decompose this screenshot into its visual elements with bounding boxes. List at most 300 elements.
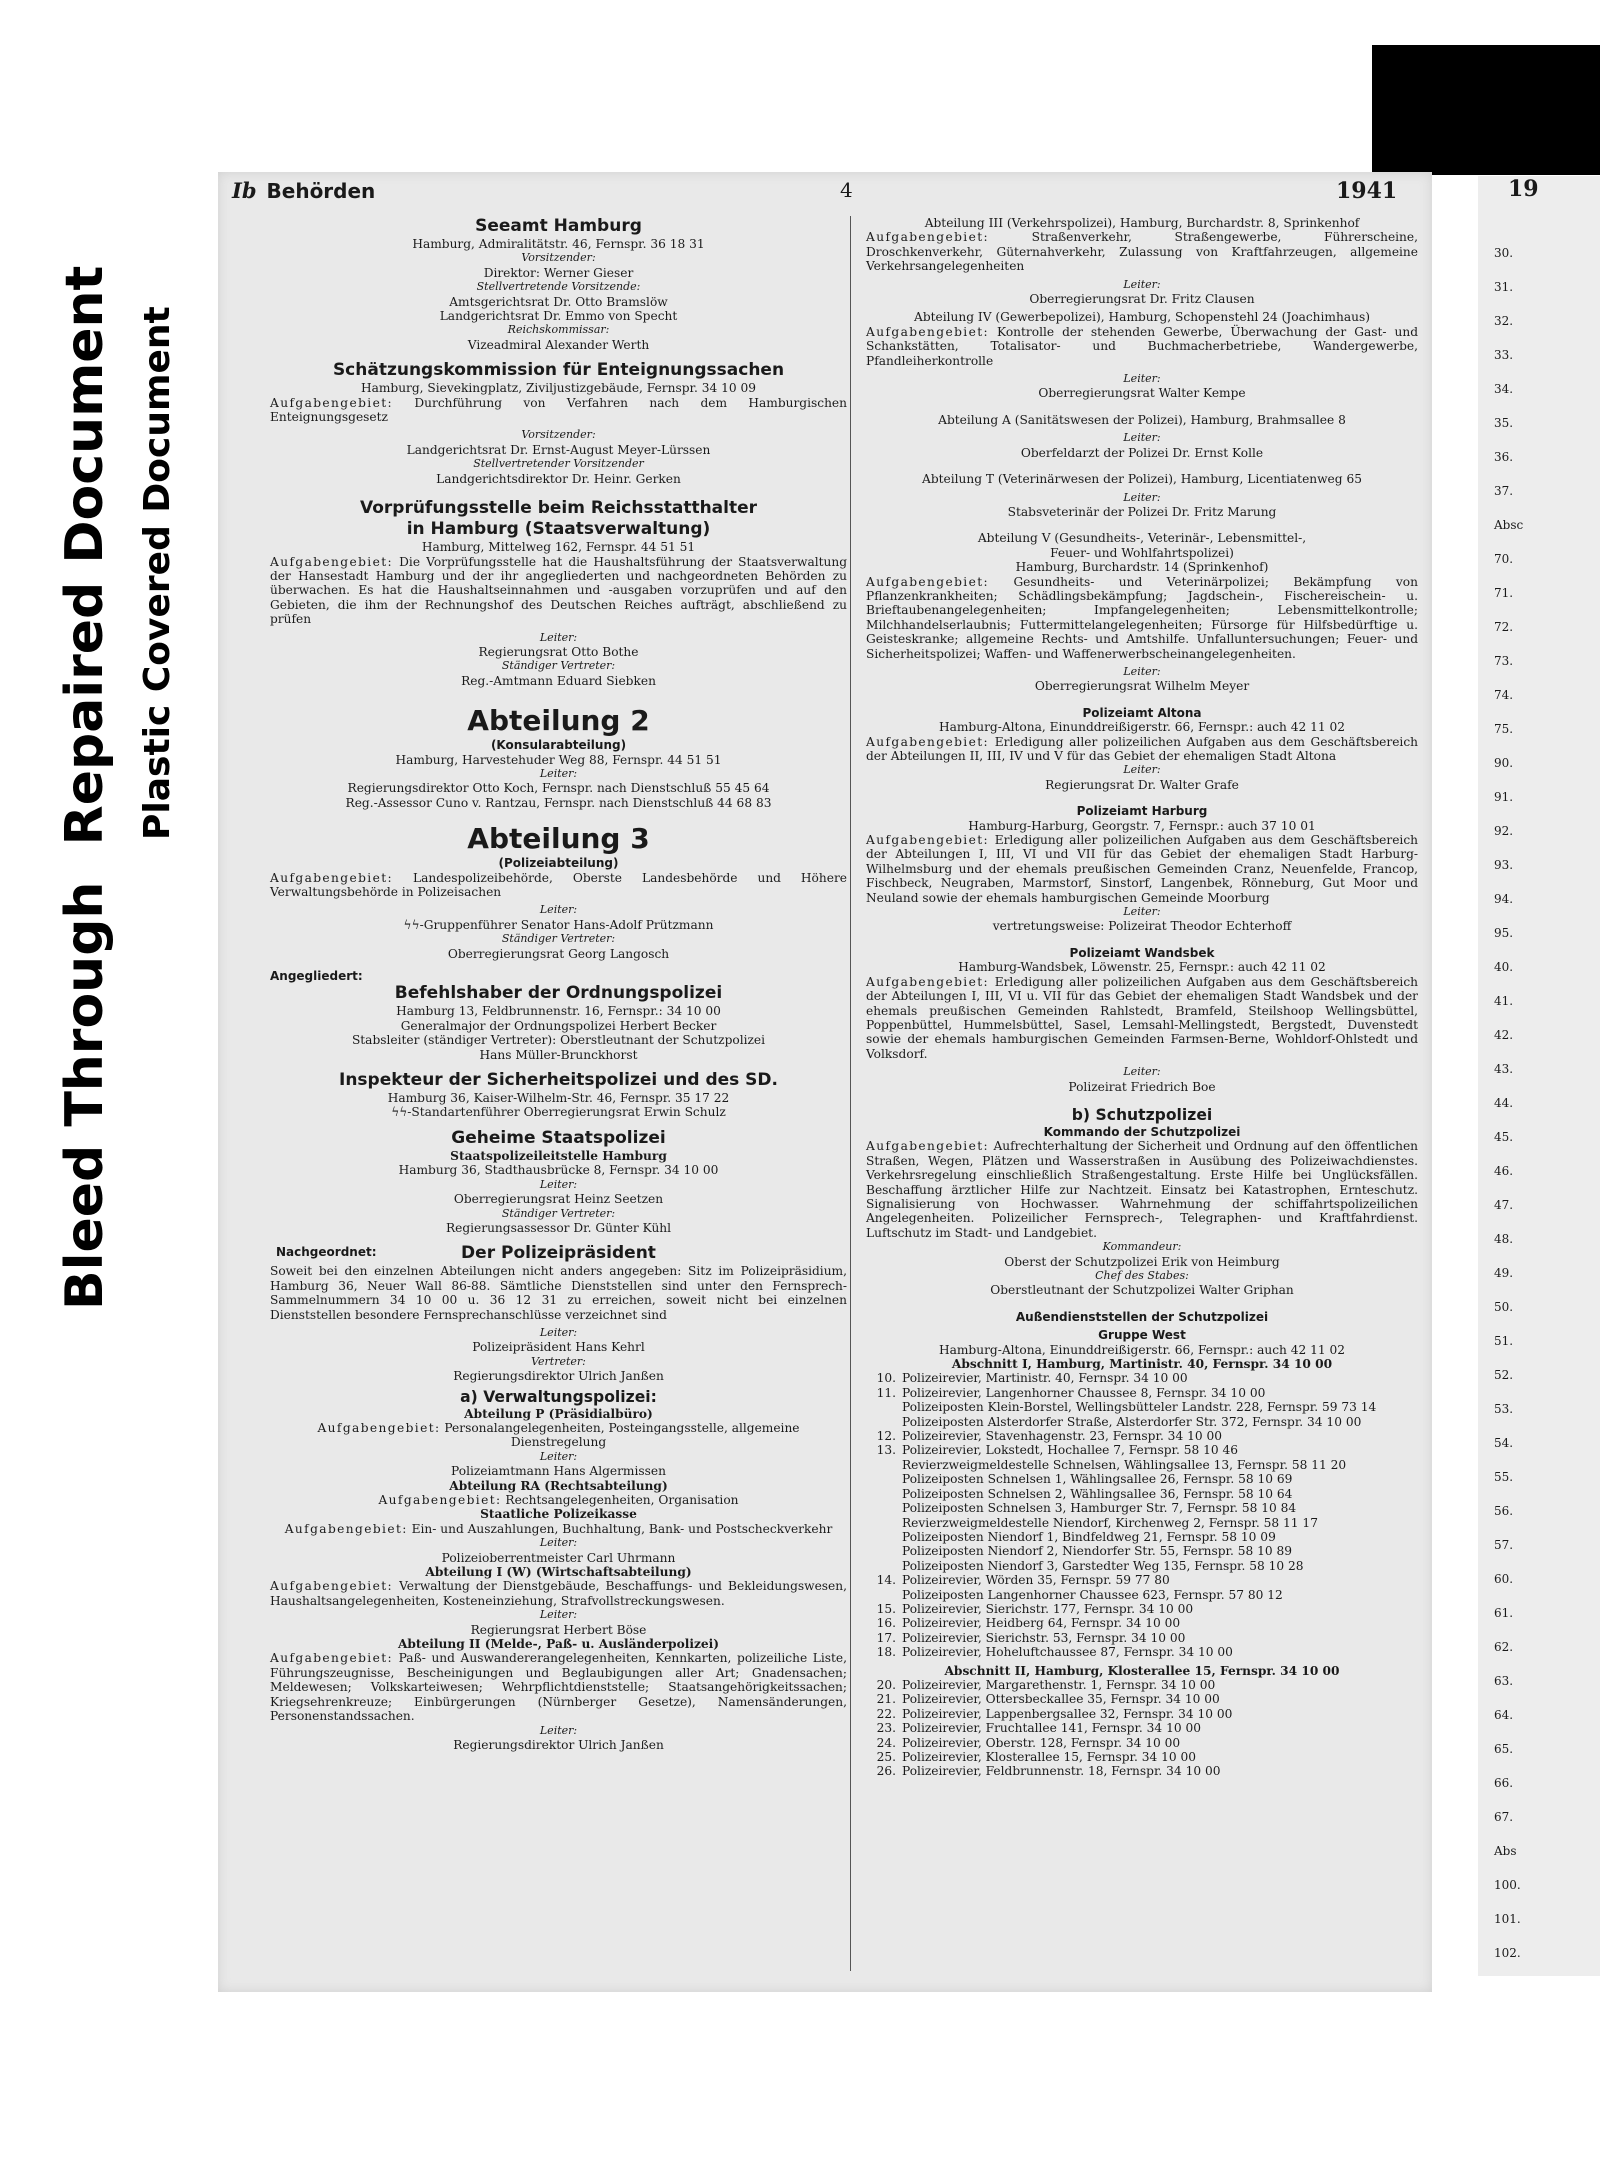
person: Oberregierungsrat Walter Kempe — [1038, 386, 1246, 401]
section-title: Inspekteur der Sicherheitspolizei und des SD. — [339, 1070, 778, 1091]
dept-title: Abteilung V (Gesundheits-, Veterinär-, Lebensmittel-, — [977, 531, 1307, 546]
task-label: Aufgabengebiet: — [317, 1420, 441, 1435]
next-page-number: 30. — [1494, 246, 1514, 260]
insp-section — [270, 1070, 847, 1120]
person: Generalmajor der Ordnungspolizei Herbert Becker — [400, 1018, 717, 1033]
revier-text: Polizeirevier, Feldbrunnenstr. 18, Fernspr. 34 10 00 — [902, 1764, 1221, 1779]
revier-text: Polizeirevier, Stavenhagenstr. 23, Fernspr. 34 10 00 — [902, 1429, 1222, 1444]
befehls-section — [270, 983, 847, 1062]
next-page-number: 32. — [1494, 314, 1514, 328]
revier-row — [866, 1707, 1418, 1721]
person: Regierungsassessor Dr. Günter Kühl — [445, 1220, 672, 1235]
abt-v-section — [866, 531, 1418, 693]
task-label: Aufgabengebiet: — [270, 1579, 394, 1594]
revier-text: Polizeiposten Niendorf 3, Garstedter Weg 135, Fernspr. 58 10 28 — [902, 1558, 1304, 1573]
revier-row — [866, 1631, 1418, 1645]
task-text — [866, 975, 1418, 1061]
next-page-number: 62. — [1494, 1640, 1514, 1654]
person: Regierungsrat Herbert Böse — [470, 1622, 647, 1637]
next-page-number: 33. — [1494, 348, 1514, 362]
role-label: Leiter: — [539, 1177, 578, 1191]
next-page-number: 60. — [1494, 1572, 1514, 1586]
person: Hans Müller-Brunckhorst — [479, 1047, 638, 1062]
dept-title-3: Hamburg, Burchardstr. 14 (Sprinkenhof) — [1015, 560, 1269, 575]
section-title: Vorprüfungsstelle beim Reichsstatthalter — [359, 498, 758, 519]
revier-number — [866, 1458, 902, 1472]
next-page-number: 100. — [1494, 1878, 1521, 1892]
section-title: Abteilung 3 — [467, 822, 650, 856]
person: Polizeioberrentmeister Carl Uhrmann — [441, 1550, 676, 1565]
revier-number: 13. — [876, 1443, 896, 1458]
revier-text: Polizeirevier, Lappenbergsallee 32, Fernspr. 34 10 00 — [902, 1706, 1233, 1721]
role-label: Leiter: — [539, 1325, 578, 1339]
next-page-number: 94. — [1494, 892, 1514, 906]
revier-number: 26. — [876, 1764, 896, 1779]
angegliedert-label: Angegliedert: — [270, 969, 363, 984]
task-text — [866, 230, 1418, 273]
role-label: Leiter: — [1123, 664, 1161, 678]
task-body: Straßenverkehr, Straßengewerbe, Führerscheine, Droschkenverkehr, Güternahverkehr, Zulassung von Kraftfahrzeugen, allgemeine Verkehrsangelegenheiten — [866, 230, 1418, 274]
revier-row — [866, 1764, 1418, 1778]
next-page-number: 41. — [1494, 994, 1514, 1008]
dept-title-2: Feuer- und Wohlfahrtspolizei) — [1050, 545, 1234, 560]
next-page-number: 43. — [1494, 1062, 1514, 1076]
overlay-label-line-1 — [55, 266, 115, 1310]
revier-row — [866, 1429, 1418, 1443]
revier-number — [866, 1559, 902, 1573]
person: Stabsleiter (ständiger Vertreter): Oberstleutnant der Schutzpolizei — [351, 1033, 766, 1048]
next-page-number: 40. — [1494, 960, 1514, 974]
next-page-number: Absc — [1494, 518, 1524, 532]
revier-row — [866, 1544, 1418, 1558]
address: Hamburg, Mittelweg 162, Fernspr. 44 51 51 — [421, 540, 696, 555]
next-page-number: 34. — [1494, 382, 1514, 396]
task-text — [866, 1139, 1418, 1240]
role-label: Stellvertretender Vorsitzender — [473, 457, 644, 471]
person: Vizeadmiral Alexander Werth — [467, 337, 650, 352]
task-label: Aufgabengebiet: — [270, 1651, 394, 1666]
section-title: Außendienststellen der Schutzpolizei — [1015, 1309, 1269, 1324]
address: Hamburg, Sievekingplatz, Ziviljustizgebäude, Fernspr. 34 10 09 — [360, 381, 757, 396]
person: Direktor: Werner Gieser — [483, 265, 634, 280]
revier-number: 15. — [876, 1601, 896, 1616]
revier-text: Polizeiposten Alsterdorfer Straße, Alsterdorfer Str. 372, Fernspr. 34 10 00 — [902, 1414, 1362, 1429]
revier-row — [866, 1573, 1418, 1587]
task-body: Kontrolle der stehenden Gewerbe, Überwachung der Gast- und Schankstätten, Totalisator- und Buchmacherbetriebe, Wandergewerbe, Pfandleiherkontrolle — [866, 324, 1418, 368]
next-page-number: 47. — [1494, 1198, 1514, 1212]
person: Reg.-Assessor Cuno v. Rantzau, Fernspr. nach Dienstschluß 44 68 83 — [345, 795, 772, 810]
task-text — [270, 1421, 847, 1450]
column-divider — [850, 216, 851, 1971]
revier-number — [866, 1415, 902, 1429]
revier-number — [866, 1544, 902, 1558]
section-title: Abteilung 2 — [467, 704, 650, 738]
role-label: Vorsitzender: — [521, 251, 596, 265]
person: Regierungsrat Dr. Walter Grafe — [1045, 777, 1239, 792]
role-label: Reichskommissar: — [507, 323, 610, 337]
schaetz-section — [270, 360, 847, 486]
revier-list-2 — [866, 1678, 1418, 1779]
task-body: Durchführung von Verfahren nach dem Hamburgischen Enteignungsgesetz — [270, 395, 847, 425]
next-page-number: 66. — [1494, 1776, 1514, 1790]
next-page-number: 101. — [1494, 1912, 1521, 1926]
revier-number: 17. — [876, 1630, 896, 1645]
person: Polizeipräsident Hans Kehrl — [472, 1340, 645, 1355]
dept-title: Abteilung P (Präsidialbüro) — [464, 1406, 653, 1421]
next-page-number: 70. — [1494, 552, 1514, 566]
verwaltung-section — [270, 1388, 847, 1753]
dept-title: Abteilung III (Verkehrspolizei), Hamburg, Burchardstr. 8, Sprinkenhof — [924, 216, 1360, 230]
revier-number: 14. — [876, 1573, 896, 1588]
revier-number: 21. — [876, 1692, 896, 1707]
revier-text: Polizeirevier, Langenhorner Chaussee 8, Fernspr. 34 10 00 — [902, 1385, 1266, 1400]
section-title: Geheime Staatspolizei — [451, 1127, 666, 1148]
revier-text: Polizeiposten Schnelsen 2, Wählingsallee 36, Fernspr. 58 10 64 — [902, 1486, 1293, 1501]
role-label: Leiter: — [1123, 1065, 1161, 1079]
next-page-number: 64. — [1494, 1708, 1514, 1722]
person: ϟϟ-Standartenführer Oberregierungsrat Erwin Schulz — [391, 1105, 726, 1120]
revier-row — [866, 1458, 1418, 1472]
task-text — [270, 555, 847, 627]
task-label: Aufgabengebiet: — [378, 1493, 502, 1507]
polizeiamt-wandsbek — [866, 946, 1418, 1094]
role-label: Leiter: — [539, 1536, 578, 1550]
task-label: Aufgabengebiet: — [866, 324, 990, 339]
revier-text: Polizeirevier, Sierichstr. 53, Fernspr. 34 10 00 — [902, 1630, 1186, 1645]
revier-row — [866, 1678, 1418, 1692]
section-title: Seeamt Hamburg — [475, 216, 642, 236]
revier-number: 22. — [876, 1706, 896, 1721]
revier-number: 16. — [876, 1616, 896, 1631]
revier-number: 24. — [876, 1735, 896, 1750]
person: Oberregierungsrat Dr. Fritz Clausen — [1029, 292, 1255, 307]
task-body: Erledigung aller polizeilichen Aufgaben aus dem Geschäftsbereich der Abteilungen I, III, VI und VII für das Gebiet der ehemaligen Stadt Harburg-Wilhelmsburg und der ehemals preußischen Gemeinden Cranz, Neuenfelde, Francop, Fischbeck, Neugraben, Marmstorf, Sinstorf, Langenbek, Rönneburg, Gut Moor und Neuland sowie der ehemals hamburgischen Gemeinde Moorburg — [866, 833, 1418, 905]
role-label: Ständiger Vertreter: — [501, 659, 616, 673]
person: Polizeiamtmann Hans Algermissen — [451, 1464, 666, 1479]
person: Oberregierungsrat Georg Langosch — [447, 946, 670, 961]
revier-text: Polizeiposten Klein-Borstel, Wellingsbütteler Landstr. 228, Fernspr. 59 73 14 — [902, 1400, 1377, 1415]
revier-number: 20. — [876, 1677, 896, 1692]
role-label: Leiter: — [1123, 905, 1161, 919]
next-page-number: 71. — [1494, 586, 1514, 600]
task-body: Die Vorprüfungsstelle hat die Haushaltsführung der Staatsverwaltung der Hansestadt Hamburg und der ihr angegliederten und nachgeordneten Behörden zu überwachen. Es hat die Haushaltseinnahmen und -ausgaben vorzuprüfen und auf den Gebieten, die ihm der Rechnungshof des Deutschen Reiches aufträgt, abschließend zu prüfen — [270, 554, 848, 627]
next-page-number: 37. — [1494, 484, 1514, 498]
task-body: Ein- und Auszahlungen, Buchhaltung, Bank- und Postscheckverkehr — [411, 1521, 833, 1536]
task-label: Aufgabengebiet: — [866, 734, 990, 749]
address: Hamburg, Admiralitätstr. 46, Fernspr. 36 18 31 — [412, 237, 705, 251]
person: Polizeirat Friedrich Boe — [1068, 1079, 1216, 1094]
next-page-number: 35. — [1494, 416, 1514, 430]
revier-text: Polizeirevier, Oberstr. 128, Fernspr. 34 10 00 — [902, 1735, 1181, 1750]
task-body: Paß- und Auswandererangelegenheiten, Kennkarten, polizeiliche Liste, Führungszeugnisse, Bescheinigungen und Beglaubigungen aller Art; Gnadensachen; Meldewesen; Volkskarteiwesen; Wehrpflichtdienststelle; Staatsangehörigkeitssachen; Kriegsehrenkreuze; Einbürgerungen (Nürnberger Gesetze), Namensänderungen, Personenstandssachen. — [270, 1651, 848, 1724]
task-body: Verwaltung der Dienstgebäude, Beschaffungs- und Bekleidungswesen, Haushaltsangelegenheiten, Kosteneinziehung, Strafvollstreckungswesen. — [270, 1579, 847, 1608]
section-title: Polizeiamt Wandsbek — [1069, 945, 1215, 960]
person: Regierungsdirektor Ulrich Janßen — [453, 1737, 664, 1752]
role-label: Leiter: — [539, 766, 578, 780]
role-label: Chef des Stabes: — [1095, 1269, 1189, 1282]
task-text — [270, 871, 847, 900]
section-title: Der Polizeipräsident — [461, 1243, 656, 1264]
section-title-2: in Hamburg (Staatsverwaltung) — [406, 519, 711, 540]
role-label: Leiter: — [1123, 490, 1161, 504]
role-label: Vertreter: — [531, 1354, 586, 1368]
overlay-label — [55, 265, 178, 1310]
next-page-header: 19 — [1508, 176, 1539, 202]
revier-number: 18. — [876, 1645, 896, 1660]
revier-text: Polizeiposten Niendorf 1, Bindfeldweg 21, Fernspr. 58 10 09 — [902, 1529, 1276, 1544]
revier-row — [866, 1415, 1418, 1429]
revier-number: 12. — [876, 1429, 896, 1444]
revier-number — [866, 1588, 902, 1602]
task-text — [866, 833, 1418, 905]
abschnitt-title: Abschnitt II, Hamburg, Klosterallee 15, Fernspr. 34 10 00 — [944, 1663, 1340, 1678]
revier-text: Polizeirevier, Sierichstr. 177, Fernspr. 34 10 00 — [902, 1601, 1194, 1616]
person: Amtsgerichtsrat Dr. Otto Bramslöw — [449, 294, 668, 309]
group-title: Gruppe West — [1098, 1328, 1186, 1343]
task-text — [866, 735, 1418, 764]
revier-row — [866, 1750, 1418, 1764]
role-label: Leiter: — [539, 1449, 578, 1463]
dept-title: Staatliche Polizeikasse — [480, 1507, 637, 1522]
seeamt-section — [270, 216, 847, 352]
header-year: 1941 — [1336, 178, 1398, 204]
polizeiamt-harburg — [866, 804, 1418, 934]
next-page-number: 90. — [1494, 756, 1514, 770]
overlay-label-line-2: Plastic Covered Document — [137, 306, 178, 840]
address: Hamburg 36, Stadthausbrücke 8, Fernspr. 34 10 00 — [398, 1163, 719, 1178]
address: Hamburg-Wandsbek, Löwenstr. 25, Fernspr.: auch 42 11 02 — [958, 960, 1326, 975]
revier-row — [866, 1443, 1418, 1457]
person: Stabsveterinär der Polizei Dr. Fritz Marung — [1007, 504, 1277, 519]
revier-text: Polizeiposten Schnelsen 3, Hamburger Str. 7, Fernspr. 58 10 84 — [902, 1501, 1297, 1516]
revier-text: Polizeirevier, Lokstedt, Hochallee 7, Fernspr. 58 10 46 — [902, 1443, 1239, 1458]
task-label: Aufgabengebiet: — [270, 870, 394, 885]
task-label: Aufgabengebiet: — [866, 1139, 990, 1154]
next-page-edge — [1478, 176, 1600, 1976]
page-header — [232, 178, 1408, 208]
revier-row — [866, 1472, 1418, 1486]
person: ϟϟ-Gruppenführer Senator Hans-Adolf Prützmann — [403, 917, 714, 932]
address: Hamburg 36, Kaiser-Wilhelm-Str. 46, Fernspr. 35 17 22 — [387, 1091, 730, 1106]
person: Regierungsdirektor Ulrich Janßen — [453, 1369, 664, 1384]
revier-row — [866, 1588, 1418, 1602]
overlay-label-repaired: Repaired Document — [55, 265, 115, 846]
next-page-number: 95. — [1494, 926, 1514, 940]
person: Oberfeldarzt der Polizei Dr. Ernst Kolle — [1020, 445, 1264, 460]
revier-row — [866, 1721, 1418, 1735]
revier-row — [866, 1530, 1418, 1544]
task-body: Aufrechterhaltung der Sicherheit und Ordnung auf den öffentlichen Straßen, Wegen, Plätzen und Wasserstraßen in Ausübung des Polizeiwachdienstes. Verkehrsregelung einschließlich Straßengestaltung. Erste Hilfe bei Unglücksfällen. Beschaffung ärztlicher Hilfe zur Nachtzeit. Einsatz bei Katastrophen, Ernteschutz. Signalisierung von Hochwasser. Wahrnehmung der schiffahrtspolizeilichen Angelegenheiten. Polizeilicher Fernsprech-, Telegraphen- und Kraftfahrdienst. Luftschutz im Stadt- und Landgebiet. — [866, 1139, 1419, 1240]
address: Hamburg, Harvestehuder Weg 88, Fernspr. 44 51 51 — [395, 752, 722, 767]
next-page-number: Abs — [1494, 1844, 1517, 1858]
next-page-number: 57. — [1494, 1538, 1514, 1552]
role-label: Leiter: — [1123, 372, 1161, 386]
task-label: Aufgabengebiet: — [270, 554, 394, 569]
dept-title: Abteilung A (Sanitätswesen der Polizei), Hamburg, Brahmsallee 8 — [938, 412, 1346, 427]
next-page-number: 50. — [1494, 1300, 1514, 1314]
task-body: Erledigung aller polizeilichen Aufgaben aus dem Geschäftsbereich der Abteilungen I, III, VI u. VII für das Gebiet der ehemaligen Stadt Wandsbek und der ehemals preußischen Gemeinden Rahlstedt, Bramfeld, Steilshoop Wellingsbüttel, Poppenbüttel, Hummelsbüttel, Sasel, Lemsahl-Mellingstedt, Bergstedt, Duvenstedt sowie der ehemals hamburgischen Gemeinden Farmsen-Berne, Wohldorf-Ohlstedt und Volksdorf. — [866, 974, 1418, 1061]
role-label: Leiter: — [1123, 763, 1161, 777]
header-category: Behörden — [266, 179, 376, 203]
top-margin — [0, 0, 1600, 50]
section-title: a) Verwaltungspolizei: — [460, 1387, 657, 1406]
role-label: Stellvertretende Vorsitzende: — [476, 280, 641, 294]
section-text: Soweit bei den einzelnen Abteilungen nicht anders angegeben: Sitz im Polizeipräsidium, Hamburg 36, Neuer Wall 86-88. Sämtliche Dienststellen sind unter den Fernsprech-Sammelnummern 34 10 00 u. 36 12 31 zu erreichen, soweit nicht bei einzelnen Dienststellen besondere Fernsprechanschlüsse verzeichnet sind — [270, 1264, 847, 1322]
person: Landgerichtsrat Dr. Emmo von Specht — [439, 309, 678, 324]
next-page-number: 54. — [1494, 1436, 1514, 1450]
aussendienst-section — [866, 1310, 1418, 1779]
dept-title: Abteilung T (Veterinärwesen der Polizei), Hamburg, Licentiatenweg 65 — [922, 472, 1362, 487]
right-column — [866, 216, 1418, 1779]
revier-text: Polizeirevier, Hoheluftchaussee 87, Fernspr. 34 10 00 — [902, 1645, 1233, 1660]
revier-row — [866, 1501, 1418, 1515]
revier-text: Polizeirevier, Ottersbeckallee 35, Fernspr. 34 10 00 — [902, 1692, 1220, 1707]
revier-row — [866, 1516, 1418, 1530]
next-page-number: 63. — [1494, 1674, 1514, 1688]
next-page-number: 75. — [1494, 722, 1514, 736]
revier-row — [866, 1487, 1418, 1501]
next-page-number: 67. — [1494, 1810, 1514, 1824]
next-page-number: 49. — [1494, 1266, 1514, 1280]
next-page-number: 31. — [1494, 280, 1514, 294]
revier-text: Polizeirevier, Heidberg 64, Fernspr. 34 10 00 — [902, 1616, 1181, 1631]
task-text — [270, 1579, 847, 1608]
vorpr-section — [270, 498, 847, 688]
next-page-number: 92. — [1494, 824, 1514, 838]
role-label: Kommandeur: — [1102, 1240, 1182, 1254]
schutzpolizei-section — [866, 1106, 1418, 1298]
person: Oberst der Schutzpolizei Erik von Heimburg — [1004, 1254, 1280, 1269]
revier-number: 11. — [876, 1385, 896, 1400]
revier-text: Polizeirevier, Margarethenstr. 1, Fernspr. 34 10 00 — [902, 1677, 1216, 1692]
person: Oberstleutnant der Schutzpolizei Walter Griphan — [990, 1283, 1294, 1298]
revier-row — [866, 1602, 1418, 1616]
dept-title: Abteilung I (W) (Wirtschaftsabteilung) — [425, 1565, 692, 1580]
task-body: Erledigung aller polizeilichen Aufgaben aus dem Geschäftsbereich der Abteilungen II, III, IV und V für das Gebiet der ehemaligen Stadt Altona — [866, 734, 1418, 763]
revier-text: Polizeirevier, Martinistr. 40, Fernspr. 34 10 00 — [902, 1371, 1188, 1386]
revier-row — [866, 1386, 1418, 1400]
person: vertretungsweise: Polizeirat Theodor Echterhoff — [992, 919, 1292, 934]
task-label: Aufgabengebiet: — [284, 1521, 408, 1536]
role-label: Ständiger Vertreter: — [501, 932, 616, 946]
next-page-number: 44. — [1494, 1096, 1514, 1110]
revier-row — [866, 1645, 1418, 1659]
revier-number — [866, 1501, 902, 1515]
role-label: Leiter: — [539, 903, 578, 917]
person: Oberregierungsrat Wilhelm Meyer — [1034, 679, 1250, 694]
address: Hamburg-Altona, Einunddreißigerstr. 66, Fernspr.: auch 42 11 02 — [938, 720, 1346, 735]
task-label: Aufgabengebiet: — [866, 974, 990, 989]
role-label: Leiter: — [1123, 431, 1161, 445]
role-label: Leiter: — [539, 1723, 578, 1737]
header-section: Ib — [232, 178, 257, 203]
next-page-number: 73. — [1494, 654, 1514, 668]
task-body: Personalangelegenheiten, Posteingangsstelle, allgemeine Dienstregelung — [444, 1420, 800, 1450]
page-number: 4 — [840, 178, 853, 202]
abt-a-section — [866, 413, 1418, 460]
address: Hamburg-Harburg, Georgstr. 7, Fernspr.: auch 37 10 01 — [968, 818, 1316, 833]
task-body: Gesundheits- und Veterinärpolizei; Bekämpfung von Pflanzenkrankheiten; Schädlingsbekämpfung; Jagdschein-, Fischereischein- u. Brieftaubenangelegenheiten; Impfangelegenheiten; Lebensmittelkontrolle; Milchhandelserlaubnis; Futtermittelangelegenheiten; Fürsorge für Hilfsbedürftige u. Geisteskranke; allgemeine Rechts- und Amtshilfe. Unfalluntersuchungen; Feuer- und Sicherheitspolizei; Waffen- und Waffenerwerbscheinangelegenheiten. — [866, 574, 1418, 661]
revier-number: 10. — [876, 1371, 896, 1386]
revier-list-1 — [866, 1371, 1418, 1659]
person: Landgerichtsdirektor Dr. Heinr. Gerken — [436, 471, 681, 486]
document-page — [218, 172, 1432, 1992]
revier-text: Polizeirevier, Fruchtallee 141, Fernspr. 34 10 00 — [902, 1721, 1201, 1736]
revier-number — [866, 1487, 902, 1501]
section-title: Befehlshaber der Ordnungspolizei — [394, 983, 723, 1004]
task-label: Aufgabengebiet: — [866, 230, 990, 245]
header-left — [232, 178, 375, 203]
revier-number — [866, 1516, 902, 1530]
dept-title: Abteilung II (Melde-, Paß- u. Ausländerpolizei) — [397, 1637, 720, 1652]
revier-text: Revierzweigmeldestelle Schnelsen, Wählingsallee 13, Fernspr. 58 11 20 — [902, 1457, 1347, 1472]
praes-section — [270, 1243, 847, 1383]
section-title: b) Schutzpolizei — [1071, 1105, 1213, 1124]
revier-number: 25. — [876, 1750, 896, 1764]
task-text — [866, 575, 1418, 661]
revier-number — [866, 1530, 902, 1544]
revier-number: 23. — [876, 1721, 896, 1736]
task-text — [270, 1651, 847, 1723]
person: Reg.-Amtmann Eduard Siebken — [461, 673, 656, 688]
task-body: Rechtsangelegenheiten, Organisation — [505, 1493, 739, 1507]
role-label: Ständiger Vertreter: — [501, 1206, 616, 1220]
next-page-number: 55. — [1494, 1470, 1514, 1484]
revier-row — [866, 1559, 1418, 1573]
revier-text: Polizeiposten Langenhorner Chaussee 623, Fernspr. 57 80 12 — [902, 1587, 1283, 1602]
scan-black-edge — [1372, 45, 1600, 175]
address: Hamburg 13, Feldbrunnenstr. 16, Fernspr.: 34 10 00 — [396, 1004, 721, 1019]
revier-text: Polizeiposten Schnelsen 1, Wählingsallee 26, Fernspr. 58 10 69 — [902, 1472, 1293, 1487]
revier-row — [866, 1692, 1418, 1706]
abt-iv-section — [866, 310, 1418, 400]
address: Hamburg-Altona, Einunddreißigerstr. 66, Fernspr.: auch 42 11 02 — [938, 1342, 1346, 1357]
person: Regierungsrat Otto Bothe — [478, 644, 639, 659]
task-label: Aufgabengebiet: — [270, 395, 394, 410]
section-title: Polizeiamt Altona — [1082, 705, 1202, 720]
next-page-number: 91. — [1494, 790, 1514, 804]
next-page-number: 93. — [1494, 858, 1514, 872]
section-subtitle: (Konsularabteilung) — [490, 738, 627, 753]
next-page-number: 61. — [1494, 1606, 1514, 1620]
section-title: Schätzungskommission für Enteignungssachen — [332, 360, 785, 381]
task-text — [866, 325, 1418, 368]
task-body: Landespolizeibehörde, Oberste Landesbehörde und Höhere Verwaltungsbehörde in Polizeisachen — [270, 870, 847, 899]
revier-row — [866, 1400, 1418, 1414]
abt-t-section — [866, 472, 1418, 519]
revier-text: Polizeiposten Niendorf 2, Niendorfer Str. 55, Fernspr. 58 10 89 — [902, 1544, 1293, 1559]
next-page-number: 36. — [1494, 450, 1514, 464]
polizeiamt-altona — [866, 706, 1418, 792]
next-page-number: 42. — [1494, 1028, 1514, 1042]
next-page-number: 65. — [1494, 1742, 1514, 1756]
role-label: Leiter: — [539, 630, 578, 644]
next-page-number: 53. — [1494, 1402, 1514, 1416]
role-label: Leiter: — [539, 1608, 578, 1622]
section-subtitle: Staatspolizeileitstelle Hamburg — [450, 1148, 667, 1163]
section-subtitle: Kommando der Schutzpolizei — [1043, 1124, 1241, 1139]
dept-title: Abteilung IV (Gewerbepolizei), Hamburg, Schopenstehl 24 (Joachimhaus) — [914, 310, 1370, 325]
task-label: Aufgabengebiet: — [866, 833, 990, 848]
revier-number — [866, 1472, 902, 1486]
abt3-section — [270, 822, 847, 961]
person: Landgerichtsrat Dr. Ernst-August Meyer-Lürssen — [406, 442, 711, 457]
role-label: Leiter: — [1123, 277, 1161, 291]
task-text — [270, 1522, 847, 1536]
dept-title: Abteilung RA (Rechtsabteilung) — [449, 1478, 668, 1493]
nachgeordnet-label: Nachgeordnet: — [276, 1245, 377, 1260]
task-label: Aufgabengebiet: — [866, 574, 990, 589]
